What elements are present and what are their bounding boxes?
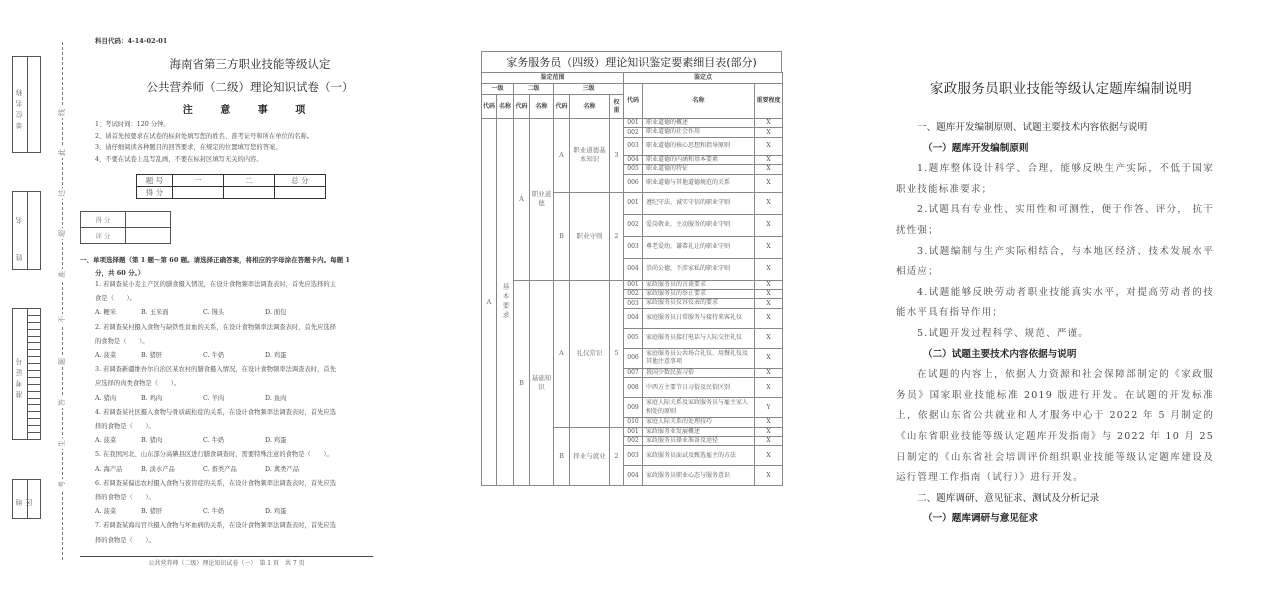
point-name: 家庭服务员公共场合礼仪、用餐礼仪及其他注意事项 [643,348,755,368]
point-importance: X [755,258,783,280]
point-code: 006 [624,174,643,192]
page-footer: 公共营养师（二级）理论知识试卷（一） 第 1 页 共 7 页 [148,560,305,567]
grader-label: 得 分 [81,212,126,228]
point-name: 我国少数民族习俗 [643,368,755,377]
principle-item: 2.试题具有专业性、实用性和可测性，便于作答、评分， 抗干扰性强； [896,204,1214,236]
point-name: 家庭服务员接打电话与人际交往礼仪 [643,328,755,348]
principle-item: 3.试题编制与生产实际相结合，与本地区经济、技术发展水平相适应； [896,245,1214,278]
subject-code: 科目代码：4-14-02-01 [95,37,168,45]
score-summary-table [136,174,326,199]
header-point-name: 名称 [643,84,755,119]
grader-cell [126,228,171,244]
point-importance: X [755,446,783,466]
point-code: 002 [624,214,643,236]
principle-item: 4.试题能够反映劳动者职业技能真实水平，对提高劳动者的技能水平具有指导作用； [896,286,1214,319]
cut-line-char: 生 [58,440,66,447]
point-name: 崇尚公德，不涉家私的职业守则 [643,258,755,280]
point-importance: X [755,165,783,174]
cut-line-char: 题 [58,358,66,365]
point-importance: X [755,280,783,289]
point-code: 010 [624,418,643,427]
point-importance: X [755,119,783,128]
level2-name: 基础知识 [530,280,554,486]
point-code: 007 [624,368,643,377]
point-importance: X [755,348,783,368]
cut-line-char: 超 [58,230,66,237]
point-name: 家政服务员面试及甄选雇主的方法 [643,446,755,466]
point-code: 003 [624,236,643,258]
cut-line-char: 线 [58,109,66,116]
notice-title: 注 意 事 项 [182,105,318,116]
section-heading-line: 分，共 60 分。） [95,269,145,277]
cut-line-char: 考 [58,481,66,488]
cut-line-char: 不 [58,316,66,323]
level3-weight: 3 [610,119,624,193]
point-code: 001 [624,192,643,214]
answer-options: A. 猪肉 B. 鸡肉 C. 羊肉 D. 鱼肉 [95,394,287,402]
question-item: 2. 若调查某村摄入食物与缺铁性贫血的关系，在设计食物频率法调查表时，首先应选择 的食物是（ ）。 A. 菠菜 B. 猪肝 C. 牛奶 D. 鸡蛋 [95,321,385,364]
score-cell [275,187,326,199]
section-heading-line: 一、单项选择题（第 1 题～第 60 题。请选择正确答案，将相应的字母涂在答题卡内。每题 1 [80,256,350,264]
level3-code: A [554,280,570,427]
point-name: 职业道德的特征 [643,165,755,174]
point-name: 家政服务员职业心态与服务意识 [643,466,755,486]
assessment-elements-table [481,51,782,486]
answer-options: A. 海产品 B. 淡水产品 C. 畜类产品 D. 禽类产品 [95,465,300,473]
elements-grid [481,72,783,486]
answer-options: A. 粳米 B. 玉米面 C. 馒头 D. 面包 [95,309,287,317]
level3-name: 职业守则 [570,192,610,280]
point-name: 职业道德与其他道德规范的关系 [643,174,755,192]
binding-label: 准考证号 [15,354,23,399]
point-code: 005 [624,328,643,348]
point-code: 009 [624,398,643,418]
level3-code: B [554,192,570,280]
notice-item: 3、请仔细阅读各种题目的回答要求，在规定的位置填写您的答案。 [95,144,282,151]
exam-title-org: 海南省第三方职业技能等级认定 [169,57,331,71]
header-point: 鉴定点 [624,73,783,84]
point-code: 004 [624,466,643,486]
header-level3: 三级 [554,84,624,95]
level2-code: A [514,119,530,281]
cut-line-char: 答 [58,399,66,406]
notice-item: 2、请首先按要求在试卷的标封处填写您的姓名、准考证号和所在单位的名称。 [95,132,314,140]
header-name: 名称 [570,95,610,119]
table-title: 家务服务员（四级）理论知识鉴定要素细目表(部分) [481,51,782,72]
point-code: 001 [624,280,643,289]
level3-name: 择业与就业 [570,427,610,486]
question-item: 6. 若调查某偏远农村摄入食物与夜盲症的关系，在设计食物频率法调查表时，首先应选 择的食物是（ ）。 A. 菠菜 B. 猪肝 C. 牛奶 D. 鸡蛋 [95,477,385,520]
point-importance: X [755,137,783,155]
notice-item: 1、考试时间：120 分钟。 [95,121,170,128]
point-importance: X [755,308,783,328]
grader-table [80,211,171,244]
score-header: 二 [224,175,275,187]
principle-item: 5.试题开发过程科学、规范、严谨。 [917,327,1089,339]
point-importance: X [755,437,783,446]
binding-label: 单位名称 [15,85,23,129]
point-name: 尊老爱幼，谦恭礼让的职业守则 [643,236,755,258]
point-importance: X [755,214,783,236]
point-importance: X [755,299,783,308]
subsection-heading: （一）题库调研与意见征求 [923,513,1039,525]
exam-paper-page [0,0,420,595]
section-heading [80,254,385,280]
point-name: 家政服务员的言谈要求 [643,280,755,289]
point-code: 004 [624,155,643,164]
grader-label: 评 分 [81,228,126,244]
header-code: 代码 [482,95,497,119]
level3-code: A [554,119,570,193]
point-importance: X [755,192,783,214]
header-level2: 二级 [514,84,554,95]
level2-code: B [514,280,530,486]
level1-name: 基本要求 [497,119,514,486]
binding-label: 地 区 [15,493,33,507]
cut-line-char: 准 [58,271,66,278]
notice-list [95,119,313,165]
header-point-code: 代码 [624,84,643,119]
header-level1: 一级 [482,84,514,95]
score-cell [173,187,224,199]
question-list [95,278,385,548]
footer-rule [80,556,373,557]
exam-number-grid [28,309,40,439]
question-item: 7. 若调查某海岛官兵摄入食物与坏血病的关系，在设计食物频率法调查表时，首先应选 择的食物是（ ）。 [95,522,336,544]
level2-name: 职业道德 [530,119,554,281]
header-code: 代码 [554,95,570,119]
point-importance: X [755,378,783,398]
point-code: 003 [624,137,643,155]
point-code: 003 [624,446,643,466]
point-code: 004 [624,258,643,280]
header-name: 名称 [530,95,554,119]
page-title: 家政服务员职业技能等级认定题库编制说明 [929,81,1193,97]
point-code: 003 [624,299,643,308]
point-importance: X [755,427,783,436]
section-heading: 一、题库开发编制原则、试题主要技术内容依据与说明 [917,122,1148,133]
point-name: 职业道德的内涵和基本要素 [643,155,755,164]
binding-box-exam-number [12,308,41,440]
score-header: 题 号 [137,175,173,187]
point-code: 001 [624,427,643,436]
score-cell [224,187,275,199]
subsection-heading: （一）题库开发编制原则 [923,142,1029,154]
point-code: 006 [624,348,643,368]
point-code: 002 [624,128,643,137]
header-scope: 鉴定范围 [482,73,624,84]
question-item: 1. 若调查某小麦主产区的膳食摄入情况，在设计食物频率法调查表时，首先应选择的主 食是（ ）。 A. 粳米 B. 玉米面 C. 馒头 D. 面包 [95,278,385,321]
cut-line-char: 过 [58,190,66,197]
point-code: 005 [624,165,643,174]
point-name: 遵纪守法，诚实守信的职业守则 [643,192,755,214]
point-name: 家政服务员仪容仪表的要求 [643,299,755,308]
grader-cell [126,212,171,228]
answer-options: A. 菠菜 B. 猪肝 C. 牛奶 D. 鸡蛋 [95,352,287,360]
point-name: 中西方主要节日习俗及民俗区别 [643,378,755,398]
point-name: 职业道德的社会作用 [643,128,755,137]
question-item: 4. 若调查某社区摄入食物与骨质疏松症的关系，在设计食物频率法调查表时，首先应选 择的食物是（ ）。 A. 菠菜 B. 猪肉 C. 牛奶 D. 鸡蛋 [95,406,385,449]
binding-box-unit-name [12,56,41,153]
point-importance: X [755,418,783,427]
principle-item: 1.题库整体设计科学、合理，能够反映生产实际，不低于国家职业技能标准要求； [896,163,1214,195]
point-code: 002 [624,437,643,446]
header-weight: 权重 [610,95,624,119]
question-item: 3. 若调查新疆维吾尔自治区某农村的膳食摄入情况，在设计食物频率法调查表时，首先 应选择的肉类食物是（ ）。 A. 猪肉 B. 鸡肉 C. 羊肉 D. 鱼肉 [95,363,385,406]
score-header: 一 [173,175,224,187]
binding-box-region [12,479,41,519]
point-name: 职业道德的核心思想和指导原则 [643,137,755,155]
cut-line-char: 此 [58,149,66,156]
point-importance: X [755,174,783,192]
subsection-heading: （二）试题主要技术内容依据与说明 [923,348,1077,360]
score-header: 总 分 [275,175,326,187]
binding-label: 姓 名 [15,202,23,262]
score-label: 得 分 [137,187,173,199]
point-name: 爱岗敬业，主动服务的职业守则 [643,214,755,236]
point-importance: X [755,128,783,137]
point-importance: X [755,290,783,299]
point-importance: Y [755,398,783,418]
notes-body [896,118,1214,530]
point-name: 家庭人际关系的处理技巧 [643,418,755,427]
level3-code: B [554,427,570,486]
point-importance: X [755,466,783,486]
answer-options: A. 菠菜 B. 猪肉 C. 牛奶 D. 鸡蛋 [95,437,287,445]
point-name: 家庭服务员日常服务与接待来客礼仪 [643,308,755,328]
point-code: 004 [624,308,643,328]
header-code: 代码 [514,95,530,119]
level3-name: 职业道德基本知识 [570,119,610,193]
level3-weight: 5 [610,280,624,427]
point-importance: X [755,236,783,258]
answer-options: A. 菠菜 B. 猪肝 C. 牛奶 D. 鸡蛋 [95,508,287,516]
point-importance: X [755,155,783,164]
point-importance: X [755,328,783,348]
binding-box-name [12,191,41,270]
level3-weight: 2 [610,427,624,486]
header-name: 名称 [497,95,514,119]
point-code: 001 [624,119,643,128]
point-code: 002 [624,290,643,299]
notice-item: 4、不要在试卷上乱写乱画，不要在标封区填写无关的内容。 [95,155,263,163]
section-heading: 二、题库调研、意见征求、测试及分析记录 [917,492,1100,504]
level3-name: 礼仪常识 [570,280,610,427]
basis-paragraph: 在试题的内容上，依据人力资源和社会保障部制定的《家政服务员》国家职业技能标准 2019 版进行开发。在试题的开发标准上，依据山东省公共就业和人才服务中心于 2022 年 5 月制定的《山东省职业技能等级认定题库开发指南》与 2022 年 10 月 25 日制定的《山东省社会培训评价组织职业技能等级认定题库建设及运行管理工作指南（试行）》进行开发。 [896,369,1214,484]
exam-title: 公共营养师（二级）理论知识试卷（一） [146,80,354,94]
level3-weight: 2 [610,192,624,280]
point-importance: X [755,368,783,377]
point-name: 家政服务员择业准备及途径 [643,437,755,446]
point-name: 家政服务员的举止要求 [643,290,755,299]
header-importance: 重要程度 [755,84,783,119]
point-name: 家政服务业发展概述 [643,427,755,436]
point-name: 家庭人际关系及家政服务员与雇主家人相处的原则 [643,398,755,418]
point-name: 职业道德的概述 [643,119,755,128]
question-item: 5. 在我国河北、山东部分高碘县区进行膳食调查时，需要特殊注意的食物是（ ）。 A. 海产品 B. 淡水产品 C. 畜类产品 D. 禽类产品 [95,448,385,476]
level1-code: A [482,119,497,486]
point-code: 008 [624,378,643,398]
